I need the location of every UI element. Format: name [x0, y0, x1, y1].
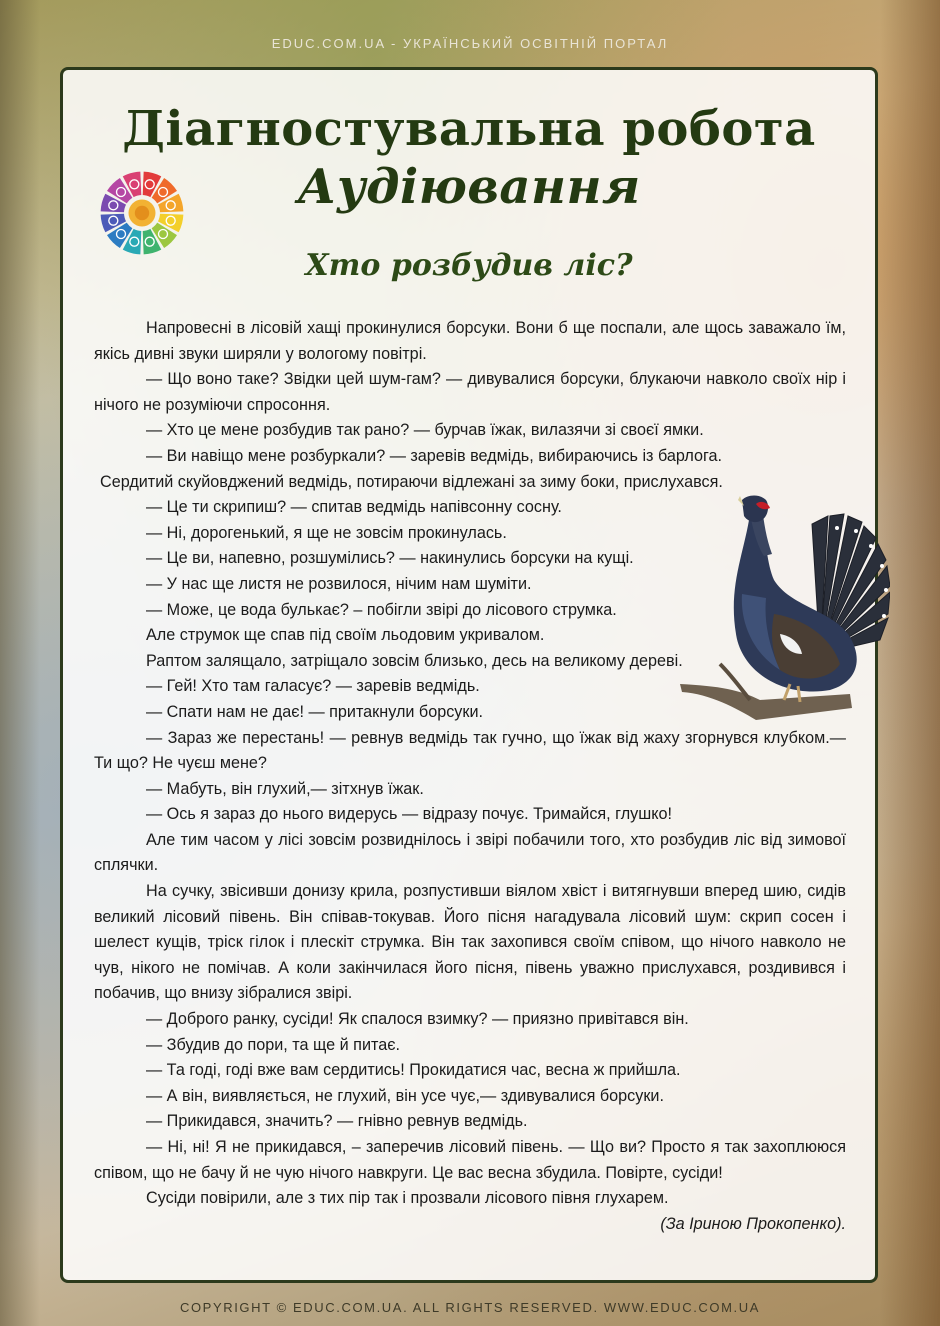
story-paragraph: Але струмок ще спав під своїм льодовим укривалом.	[146, 626, 545, 645]
story-text	[94, 316, 846, 1237]
story-paragraph: — Гей! Хто там галасує? — заревів ведмідь.	[146, 677, 480, 696]
story-paragraph: — Та годі, годі вже вам сердитись! Прокидатися час, весна ж прийшла.	[146, 1061, 681, 1080]
story-paragraph: Напровесні в лісовій хащі прокинулися борсуки. Вони б ще поспали, але щось заважало їм, якісь дивні звуки ширяли у вологому повітрі.	[94, 319, 846, 363]
capercaillie-bird-icon	[680, 494, 890, 726]
story-paragraph: — Зараз же перестань! — ревнув ведмідь так гучно, що їжак від жаху згорнувся клубком.— Ти що? Не чуєш мене?	[94, 728, 846, 773]
story-paragraph: — Це ти скрипиш? — спитав ведмідь напівсонну сосну.	[146, 498, 562, 517]
story-paragraph: — Ні, ні! Я не прикидався, – заперечив лісовий півень. — Що ви? Просто я так захоплююся співом, що не бачу й не чую нічого навкруги. Це вас весна збудила. Повірте, сусіди!	[94, 1138, 846, 1182]
copyright-footer: COPYRIGHT © EDUC.COM.UA. ALL RIGHTS RESERVED. WWW.EDUC.COM.UA	[179, 1300, 761, 1315]
story-paragraph: — Збудив до пори, та ще й питає.	[146, 1035, 400, 1054]
story-paragraph: — Ви навіщо мене розбуркали? — заревів ведмідь, вибираючись із барлога.	[146, 446, 722, 465]
story-paragraph: — Прикидався, значить? — гнівно ревнув ведмідь.	[146, 1112, 528, 1131]
story-author: (За Іриною Прокопенко).	[660, 1214, 846, 1233]
story-paragraph: — А він, виявляється, не глухий, він усе чує,— здивувалися борсуки.	[146, 1086, 664, 1105]
story-paragraph: — Це ви, напевно, розшумілись? — накинулись борсуки на кущі.	[146, 549, 634, 568]
story-paragraph: — Мабуть, він глухий,— зітхнув їжак.	[146, 779, 424, 798]
story-paragraph: — Що воно таке? Звідки цей шум-гам? — дивувалися борсуки, блукаючи навколо своїх нір і нічого не розуміючи спросоння.	[94, 370, 846, 414]
background-tree-left	[0, 0, 40, 1326]
story-paragraph: — Ні, дорогенький, я ще не зовсім прокинулась.	[146, 523, 507, 542]
story-paragraph: Раптом залящало, затріщало зовсім близько, десь на великому дереві.	[146, 651, 683, 670]
story-paragraph: Сердитий скуйовджений ведмідь, потираючи відлежані за зиму боки, прислухався.	[100, 472, 723, 491]
educ-wheel-logo-icon	[94, 168, 190, 258]
story-paragraph: — Ось я зараз до нього видерусь — відразу почує. Тримайся, глушко!	[146, 805, 673, 824]
story-paragraph: Сусіди повірили, але з тих пір так і прозвали лісового півня глухарем.	[146, 1189, 669, 1208]
title-line-2: Аудіювання	[297, 159, 641, 215]
story-paragraph: — Доброго ранку, сусіди! Як спалося взимку? — приязно привітався він.	[146, 1010, 689, 1029]
site-banner: EDUC.COM.UA - УКРАЇНСЬКИЙ ОСВІТНІЙ ПОРТАЛ	[271, 36, 669, 51]
story-paragraph: — Може, це вода булькає? – побігли звірі до лісового струмка.	[146, 600, 617, 619]
story-paragraph: На сучку, звісивши донизу крила, розпустивши віялом хвіст і витягнувши вперед шию, сидів великий лісовий півень. Він співав-токував. Його пісня нагадувала лісовий шум: скрип сосен і шелест кущів, тріск гілок і плескіт струмка. Він так захопився своїм співом, що нічого навколо не чув, нікого не помічав. А коли закінчилася його пісня, півень уважно прислухався, роздивився і побачив, що внизу зібралися звірі.	[94, 882, 846, 1003]
title-line-1: Діагностувальна робота	[122, 101, 816, 157]
story-paragraph: Але тим часом у лісі зовсім розвиднілось і звірі побачили того, хто розбудив ліс від зимової сплячки.	[94, 830, 846, 875]
story-title: Хто розбудив ліс?	[305, 248, 633, 283]
story-paragraph: — Спати нам не дає! — притакнули борсуки.	[146, 702, 484, 721]
story-paragraph: — У нас ще листя не розвилося, нічим нам шуміти.	[146, 574, 532, 593]
story-paragraph: — Хто це мене розбудив так рано? — бурчав їжак, вилазячи зі своєї ямки.	[146, 421, 704, 440]
